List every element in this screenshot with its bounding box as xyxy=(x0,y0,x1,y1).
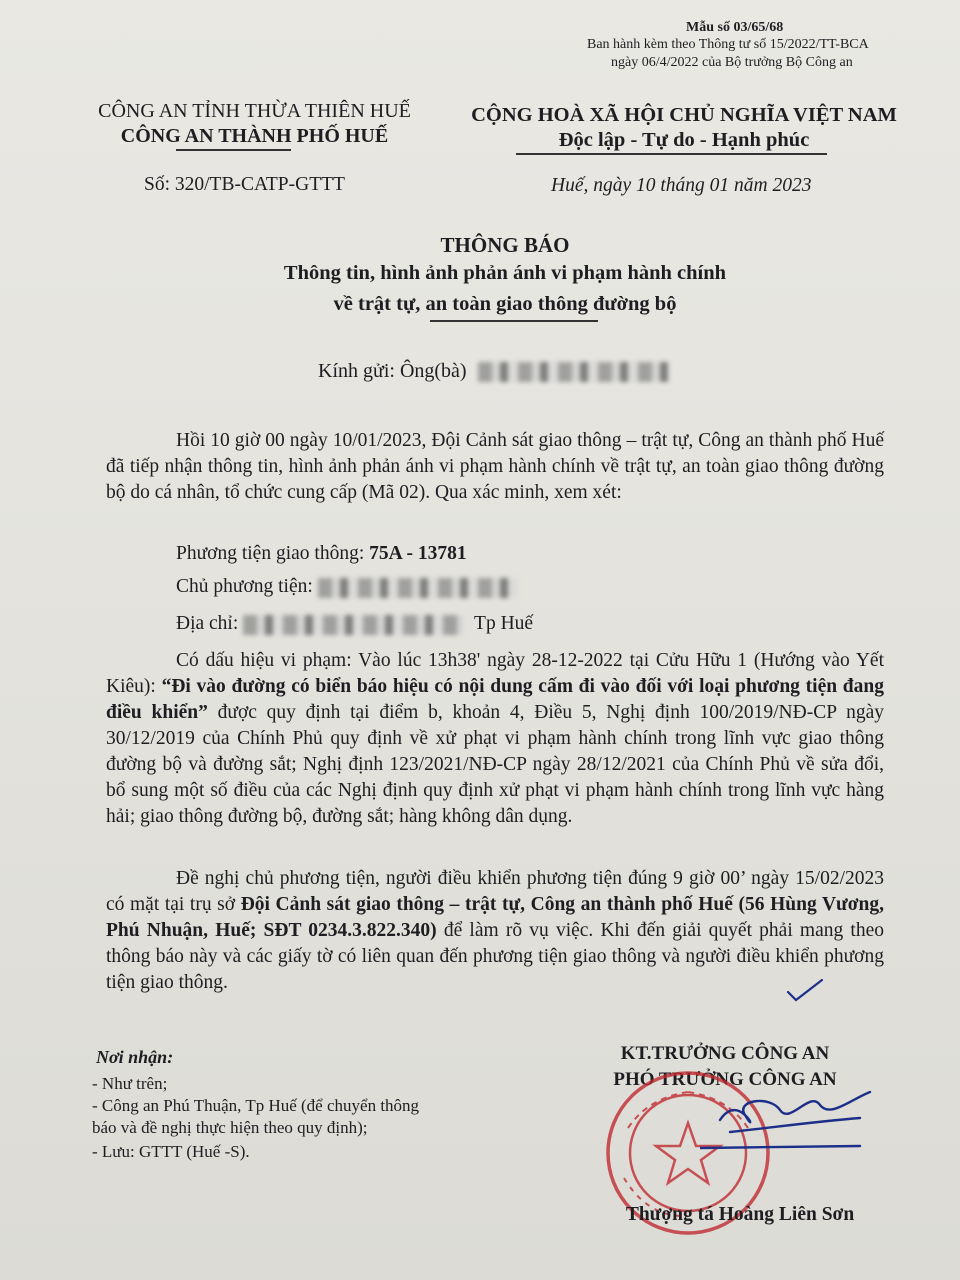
motto-underline xyxy=(516,153,827,155)
recipients-item2-line1: - Công an Phú Thuận, Tp Huế (để chuyển thông xyxy=(92,1096,420,1115)
agency-name: CÔNG AN THÀNH PHỐ HUẾ xyxy=(120,125,389,147)
vehicle-line xyxy=(176,541,467,567)
violation-prefix: Có dấu hiệu vi phạm: Vào lúc 13h38' ngày 28-12-2022 tại Cửu Hữu 1 (Hướng vào Yết Kiêu): xyxy=(106,650,884,697)
owner-label: Chủ phương tiện: xyxy=(176,576,318,597)
request-suffix: để làm rõ vụ việc. Khi đến giải quyết phải mang theo thông báo này và các giấy tờ có liên quan đến phương tiện giao thông và người điều khiển phương tiện giao thông. xyxy=(106,920,884,993)
recipients-item1: - Như trên; xyxy=(92,1074,168,1093)
violation-legal-basis: được quy định tại điểm b, khoản 4, Điều 5, Nghị định 100/2019/NĐ-CP ngày 30/12/2019 của Chính Phủ quy định về xử phạt vi phạm hành chính trong lĩnh vực giao thông đường bộ và đường sắt; Nghị định 123/2021/NĐ-CP ngày 28/12/2021 của Chính Phủ về sửa đổi, bổ sung một số điều của các Nghị định quy định xử phạt vi phạm hành chính trong lĩnh vực hàng hải; giao thông đường bộ, đường sắt; hàng không dân dụng. xyxy=(106,702,884,827)
national-motto: Độc lập - Tự do - Hạnh phúc xyxy=(558,129,810,151)
form-issued-line1: Ban hành kèm theo Thông tư số 15/2022/TT-BCA xyxy=(587,37,869,52)
national-title: CỘNG HOÀ XÃ HỘI CHỦ NGHĨA VIỆT NAM xyxy=(471,104,897,126)
form-issued-line2: ngày 06/4/2022 của Bộ trưởng Bộ Công an xyxy=(611,55,853,70)
address-city: Tp Huế xyxy=(474,613,534,634)
recipients-heading: Nơi nhận: xyxy=(96,1047,174,1067)
address-label: Địa chỉ: xyxy=(176,613,244,634)
request-location: Đội Cảnh sát giao thông – trật tự, Công an thành phố Huế (56 Hùng Vương, Phú Nhuận, Huế; SĐT 0234.3.822.340) xyxy=(106,894,884,941)
agency-parent: CÔNG AN TỈNH THỪA THIÊN HUẾ xyxy=(98,100,411,122)
document-date: Huế, ngày 10 tháng 01 năm 2023 xyxy=(551,175,812,196)
signature-title-line1: KT.TRƯỞNG CÔNG AN xyxy=(620,1043,830,1064)
redacted-recipient-name xyxy=(478,362,668,382)
vehicle-label: Phương tiện giao thông: xyxy=(176,543,370,564)
notice-subtitle-line1: Thông tin, hình ảnh phản ánh vi phạm hành chính xyxy=(283,262,727,284)
request-paragraph xyxy=(106,866,884,996)
redacted-owner-name xyxy=(318,578,518,598)
document-number: Số: 320/TB-CATP-GTTT xyxy=(144,174,345,195)
form-number: Mẫu số 03/65/68 xyxy=(686,20,784,35)
recipients-item3: - Lưu: GTTT (Huế -S). xyxy=(92,1142,250,1161)
violation-paragraph xyxy=(106,648,884,830)
address-line xyxy=(176,611,533,637)
owner-line xyxy=(176,574,518,600)
vehicle-plate: 75A - 13781 xyxy=(369,543,467,564)
notice-title: THÔNG BÁO xyxy=(440,233,570,257)
handwritten-signature xyxy=(700,1070,900,1160)
notice-subtitle-line2: về trật tự, an toàn giao thông đường bộ xyxy=(333,293,677,315)
recipients-item2-line2: báo và đề nghị thực hiện theo quy định); xyxy=(92,1118,368,1137)
signature-title-line2: PHÓ TRƯỞNG CÔNG AN xyxy=(613,1069,837,1090)
signer-name: Thượng tá Hoàng Liên Sơn xyxy=(625,1204,855,1225)
recipient-line xyxy=(318,360,668,383)
check-mark-icon xyxy=(786,976,826,1004)
redacted-address xyxy=(243,615,463,635)
agency-underline xyxy=(176,149,291,151)
recipient-label: Kính gửi: Ông(bà) xyxy=(318,360,467,382)
intro-text: Hồi 10 giờ 00 ngày 10/01/2023, Đội Cảnh sát giao thông – trật tự, Công an thành phố Huế đã tiếp nhận thông tin, hình ảnh phản ánh vi phạm hành chính về trật tự, an toàn giao thông đường bộ do cá nhân, tổ chức cung cấp (Mã 02). Qua xác minh, xem xét: xyxy=(106,430,884,503)
subtitle-underline xyxy=(430,320,598,322)
intro-paragraph xyxy=(106,428,884,506)
request-prefix: Đề nghị chủ phương tiện, người điều khiển phương tiện đúng 9 giờ 00’ ngày 15/02/2023 có mặt tại trụ sở xyxy=(106,868,884,915)
violation-description: “Đi vào đường có biển báo hiệu có nội dung cấm đi vào đối với loại phương tiện đang điều khiển” xyxy=(106,676,884,723)
